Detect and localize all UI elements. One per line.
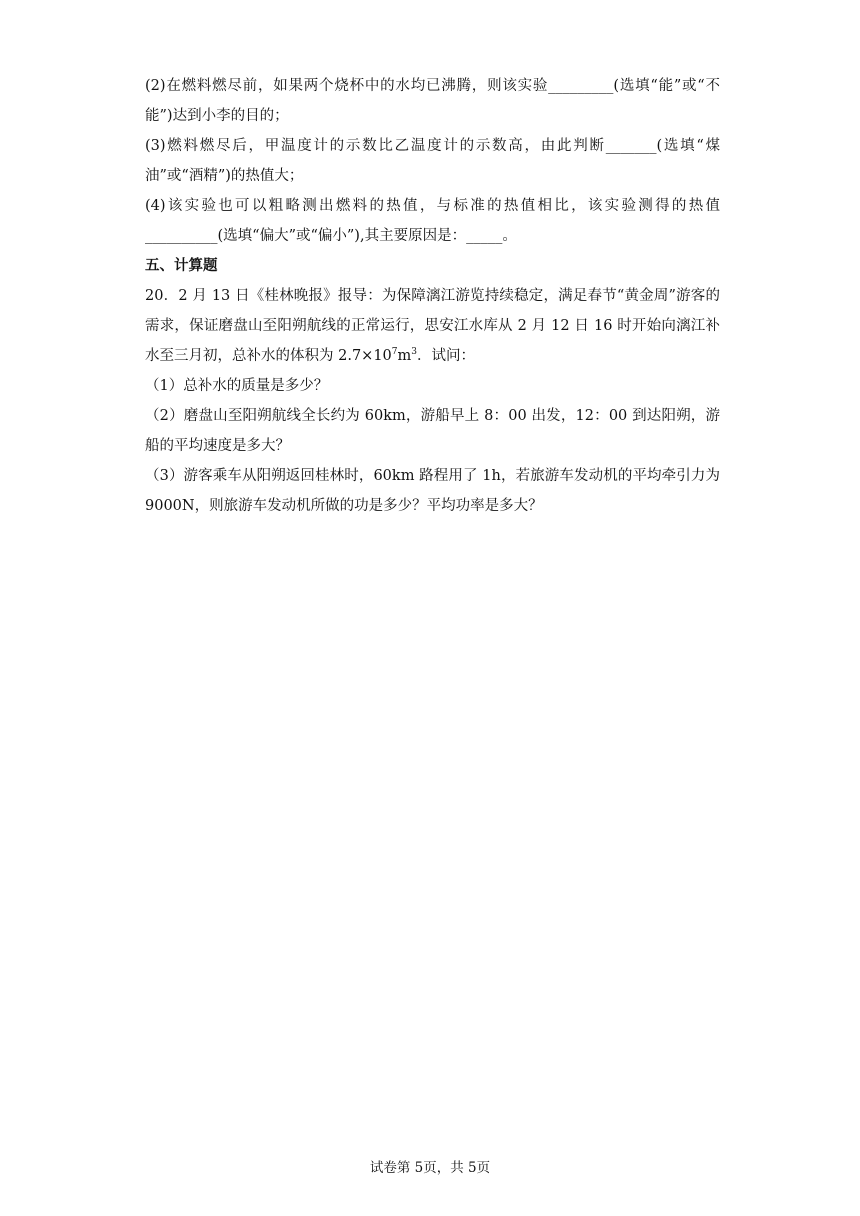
question-20-sub-3: （3）游客乘车从阳朔返回桂林时，60km 路程用了 1h，若旅游车发动机的平均牵引力为 9000N，则旅游车发动机所做的功是多少？平均功率是多大？ (145, 468, 720, 514)
page-content (145, 71, 720, 521)
page-footer: 试卷第 5页，共 5页 (369, 1160, 491, 1176)
question-20-stem-text: 20．2 月 13 日《桂林晚报》报导：为保障漓江游览持续稳定，满足春节“黄金周”游客的需求，保证磨盘山至阳朔航线的正常运行，思安江水库从 2 月 12 日 16 时开始向漓江补水至三月初，总补水的体积为 2.7×10 (145, 288, 720, 364)
question-19-part-2: (2)在燃料燃尽前，如果两个烧杯中的水均已沸腾，则该实验_________(选填“能”或“不能”)达到小李的目的； (145, 78, 720, 124)
volume-unit-exponent: 3 (411, 347, 417, 357)
volume-exponent: 7 (391, 347, 398, 357)
question-20-sub-1: （1）总补水的质量是多少？ (145, 378, 329, 394)
question-20-stem-end: ．试问： (417, 348, 475, 364)
question-20-stem (145, 281, 720, 371)
question-19-part-4: (4)该实验也可以粗略测出燃料的热值，与标准的热值相比，该实验测得的热值__________(选填“偏大”或“偏小”),其主要原因是：_____。 (145, 198, 720, 244)
question-20-sub-2: （2）磨盘山至阳朔航线全长约为 60km，游船早上 8：00 出发，12：00 到达阳朔，游船的平均速度是多大？ (145, 408, 720, 454)
question-19-part-3: (3)燃料燃尽后，甲温度计的示数比乙温度计的示数高，由此判断_______(选填“煤油”或“酒精”)的热值大； (145, 138, 720, 184)
section-heading-calculation: 五、计算题 (145, 258, 218, 274)
volume-unit: m (397, 348, 412, 364)
